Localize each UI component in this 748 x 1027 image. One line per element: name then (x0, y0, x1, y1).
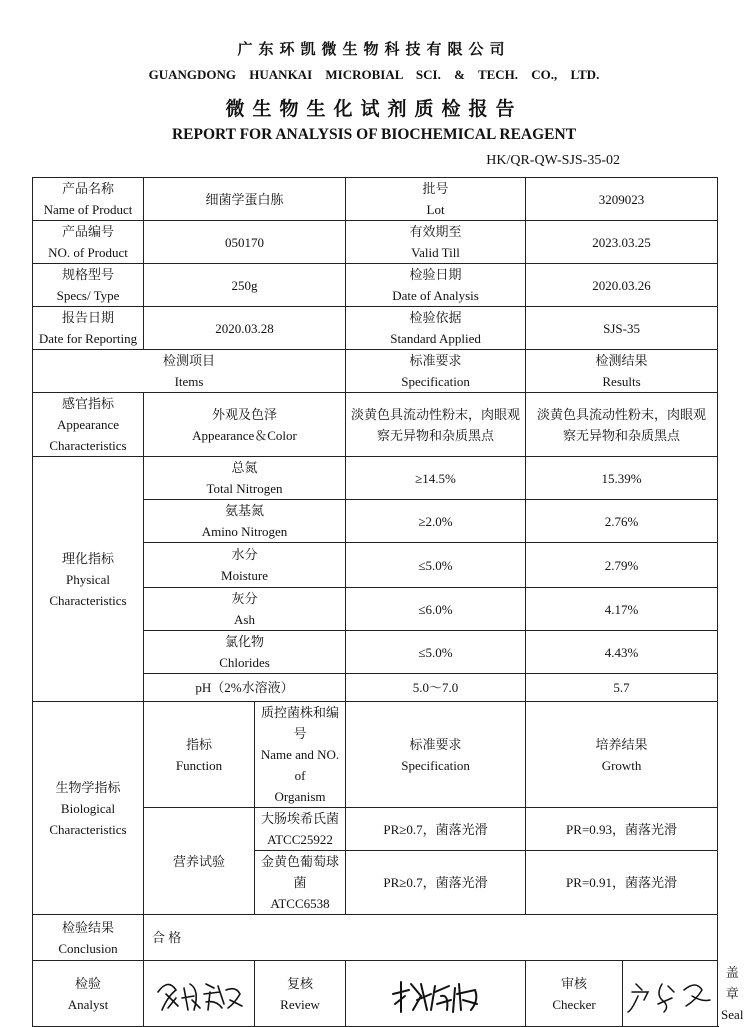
nutrition-test-label: 营养试验 (144, 808, 255, 915)
ph-result: 5.7 (526, 674, 718, 702)
physical-row-total-nitrogen (33, 457, 718, 500)
report-title-cn: 微生物生化试剂质检报告 (225, 99, 523, 120)
physical-group-label: 理化指标 Physical Characteristics (33, 457, 144, 702)
seal-label: 盖章 Seal (721, 965, 744, 1022)
product-name-value: 细菌学蛋白胨 (144, 178, 346, 221)
document-number: HK/QR-QW-SJS-35-02 (486, 153, 620, 168)
valid-till-value: 2023.03.25 (526, 221, 718, 264)
product-no-label: 产品编号 NO. of Product (33, 221, 144, 264)
checker-signature-image (626, 970, 716, 1018)
ph-spec: 5.0～7.0 (346, 674, 526, 702)
product-name-label: 产品名称 Name of Product (33, 178, 144, 221)
biological-group-label: 生物学指标 Biological Characteristics (33, 702, 144, 915)
review-signature (346, 961, 526, 1027)
specification-header: 标准要求 Specification (346, 350, 526, 393)
physical-item: 总氮 Total Nitrogen (144, 457, 346, 500)
organism-header: 质控菌株和编号 Name and NO. of Organism (255, 702, 346, 808)
physical-item: 水分 Moisture (144, 543, 346, 588)
analyst-signature (144, 961, 255, 1027)
specs-value: 250g (144, 264, 346, 307)
conclusion-row (33, 915, 718, 961)
items-header: 检测项目 Items (33, 350, 346, 393)
function-header: 指标 Function (144, 702, 255, 808)
physical-spec: ≤5.0% (346, 543, 526, 588)
organism-name: 金黄色葡萄球菌 ATCC6538 (255, 851, 346, 915)
organism-spec: PR≥0.7，菌落光滑 (346, 808, 526, 851)
company-name-cn: 广东环凯微生物科技有限公司 (237, 42, 511, 58)
bio-spec-header: 标准要求 Specification (346, 702, 526, 808)
info-row-3 (33, 264, 718, 307)
info-row-1 (33, 178, 718, 221)
physical-spec: ≤5.0% (346, 631, 526, 674)
product-no-value: 050170 (144, 221, 346, 264)
analyst-label: 检验 Analyst (33, 961, 144, 1027)
report-date-label: 报告日期 Date for Reporting (33, 307, 144, 350)
standard-label: 检验依据 Standard Applied (346, 307, 526, 350)
analysis-date-value: 2020.03.26 (526, 264, 718, 307)
physical-result: 4.43% (526, 631, 718, 674)
conclusion-label: 检验结果 Conclusion (33, 915, 144, 961)
physical-item: 氯化物 Chlorides (144, 631, 346, 674)
report-date-value: 2020.03.28 (144, 307, 346, 350)
physical-result: 2.79% (526, 543, 718, 588)
specs-label: 规格型号 Specs/ Type (33, 264, 144, 307)
appearance-item: 外观及色泽 Appearance＆Color (144, 393, 346, 457)
analyst-signature-image (154, 970, 244, 1018)
physical-spec: ≥14.5% (346, 457, 526, 500)
biological-header-row (33, 702, 718, 808)
lot-label: 批号 Lot (346, 178, 526, 221)
signoff-row (33, 961, 718, 1027)
info-row-2 (33, 221, 718, 264)
organism-growth: PR=0.93，菌落光滑 (526, 808, 718, 851)
review-label: 复核 Review (255, 961, 346, 1027)
growth-header: 培养结果 Growth (526, 702, 718, 808)
info-row-4 (33, 307, 718, 350)
appearance-spec: 淡黄色具流动性粉末，肉眼观 察无异物和杂质黑点 (346, 393, 526, 457)
organism-growth: PR=0.91，菌落光滑 (526, 851, 718, 915)
appearance-result: 淡黄色具流动性粉末，肉眼观 察无异物和杂质黑点 (526, 393, 718, 457)
appearance-group-label: 感官指标 Appearance Characteristics (33, 393, 144, 457)
lot-value: 3209023 (526, 178, 718, 221)
physical-result: 15.39% (526, 457, 718, 500)
organism-name: 大肠埃希氏菌 ATCC25922 (255, 808, 346, 851)
checker-signature (623, 961, 718, 1027)
physical-result: 4.17% (526, 588, 718, 631)
physical-spec: ≤6.0% (346, 588, 526, 631)
checker-label: 审核 Checker (526, 961, 623, 1027)
valid-till-label: 有效期至 Valid Till (346, 221, 526, 264)
ph-item: pH（2%水溶液） (144, 674, 346, 702)
physical-result: 2.76% (526, 500, 718, 543)
conclusion-value: 合 格 (144, 915, 718, 961)
physical-spec: ≥2.0% (346, 500, 526, 543)
report-title-en: REPORT FOR ANALYSIS OF BIOCHEMICAL REAGENT (171, 126, 577, 143)
column-header-row (33, 350, 718, 393)
physical-item: 氨基氮 Amino Nitrogen (144, 500, 346, 543)
review-signature-image (391, 970, 481, 1018)
standard-value: SJS-35 (526, 307, 718, 350)
results-header: 检测结果 Results (526, 350, 718, 393)
analysis-date-label: 检验日期 Date of Analysis (346, 264, 526, 307)
physical-item: 灰分 Ash (144, 588, 346, 631)
report-table (32, 177, 744, 1027)
company-name-en: GUANGDONG HUANKAI MICROBIAL SCI. & TECH. CO., LTD. (148, 67, 600, 82)
appearance-row (33, 393, 718, 457)
organism-spec: PR≥0.7，菌落光滑 (346, 851, 526, 915)
